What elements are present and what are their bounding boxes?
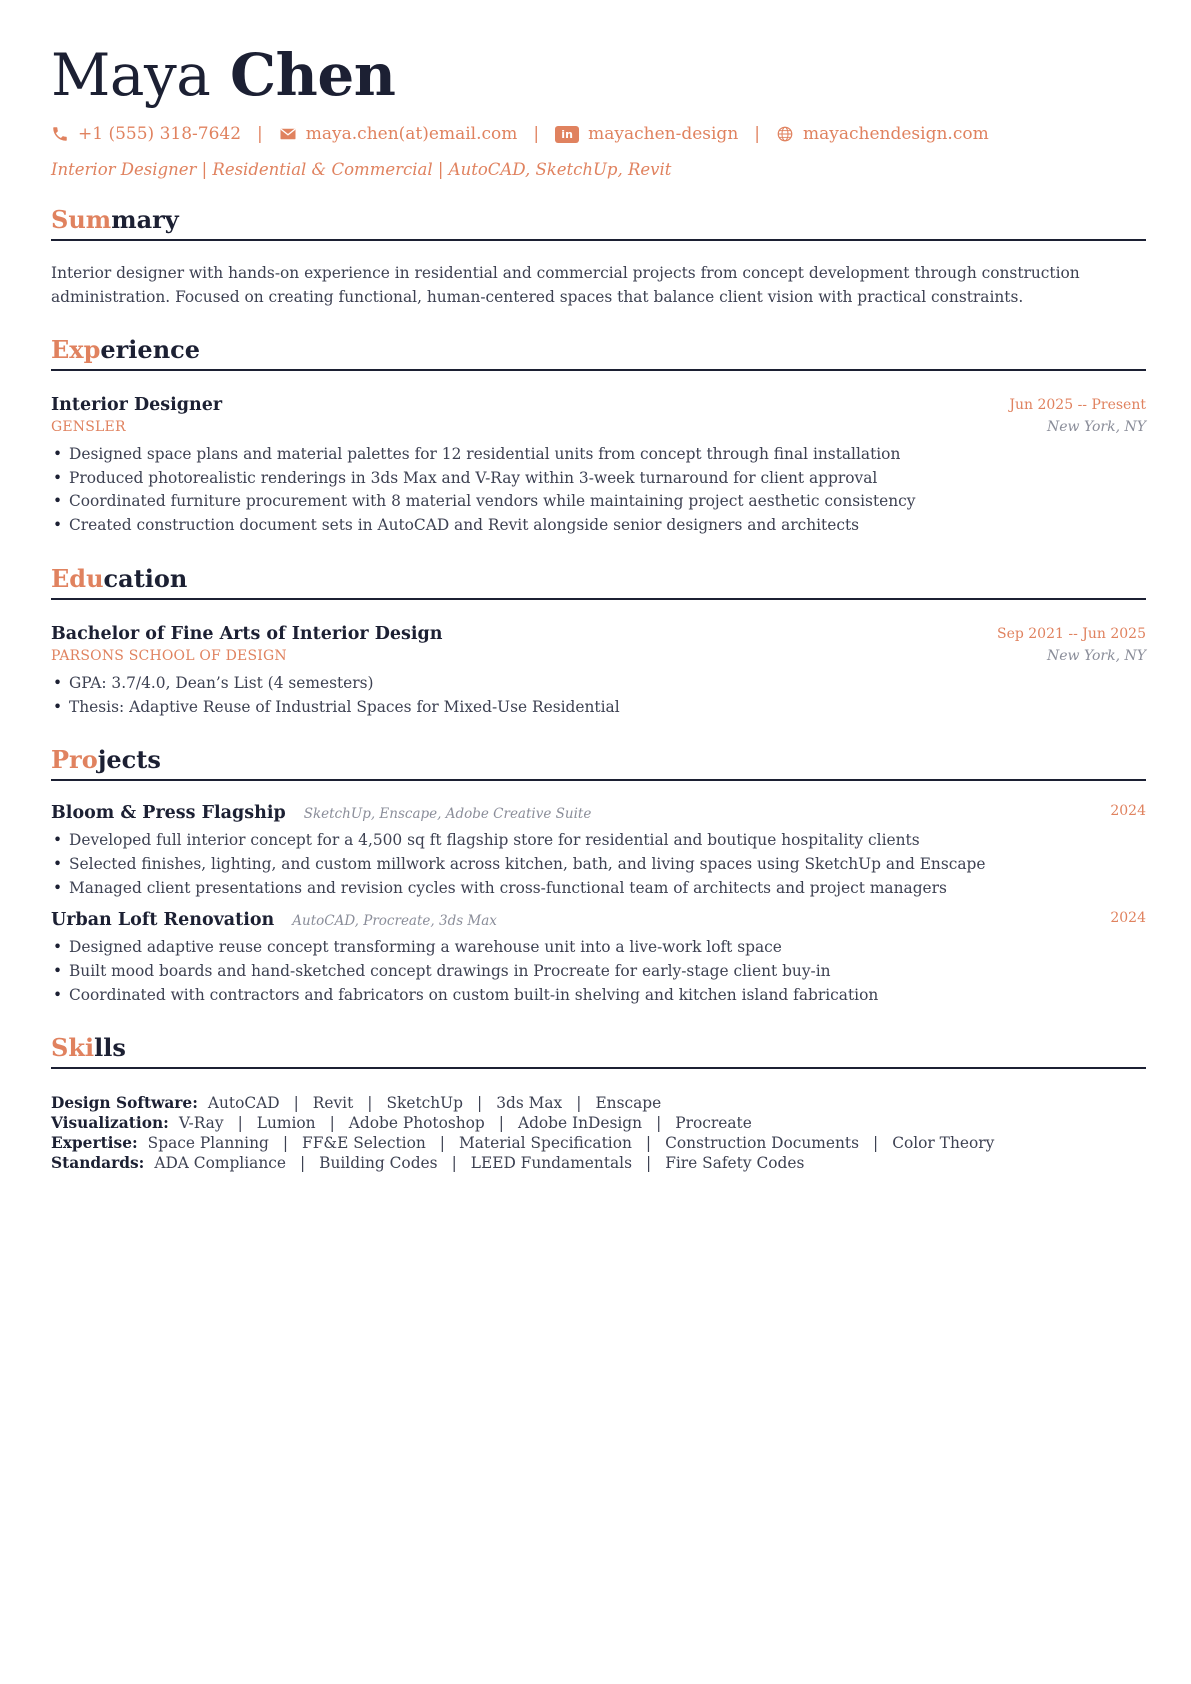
heading-rest: jects (97, 745, 161, 775)
last-name: Chen (230, 41, 396, 109)
skill-item: Fire Safety Codes (665, 1154, 805, 1173)
project-title: Bloom & Press Flagship (51, 803, 286, 824)
website-contact[interactable] (776, 124, 989, 144)
skill-item: Adobe InDesign (517, 1114, 643, 1133)
location: New York, NY (1047, 419, 1146, 435)
skill-separator: | (477, 1094, 483, 1113)
contact-bar (51, 122, 1146, 146)
skill-item: Enscape (595, 1094, 662, 1113)
project-tools: AutoCAD, Procreate, 3ds Max (292, 913, 497, 930)
project-entry (51, 801, 1146, 900)
bullet-list (51, 829, 1146, 900)
list-item: • Coordinated with contractors and fabricators on custom built-in shelving and kitchen island fabrication (51, 984, 1146, 1008)
skill-label: Standards: (51, 1154, 145, 1173)
skill-item: Revit (312, 1094, 354, 1113)
skills-section (51, 1033, 1146, 1173)
project-entry (51, 908, 1146, 1007)
summary-text: Interior designer with hands-on experience in residential and commercial projects from concept development through construction administration. Focused on creating functional, human-centered spaces that balance client vision with practical constraints. (51, 264, 1080, 306)
heading-rest: erience (100, 335, 201, 364)
location: New York, NY (1047, 647, 1146, 664)
education-section (51, 564, 1146, 719)
contact-separator: | (257, 124, 263, 144)
list-item: • GPA: 3.7/4.0, Dean’s List (4 semesters) (51, 672, 1146, 696)
projects-section (51, 745, 1146, 1007)
contact-separator: | (754, 124, 760, 144)
heading-accent: Exp (51, 335, 101, 364)
list-item: • Produced photorealistic renderings in 3ds Max and V-Ray within 3-week turnaround for client approval (51, 467, 1146, 491)
skill-item: Adobe Photoshop (348, 1114, 485, 1133)
skill-item: LEED Fundamentals (470, 1154, 632, 1173)
section-heading-experience (51, 335, 1146, 371)
skill-separator: | (329, 1114, 335, 1133)
project-title: Urban Loft Renovation (51, 910, 275, 931)
heading-rest: lls (94, 1033, 126, 1063)
skill-row (51, 1113, 1146, 1133)
date-range: Jun 2025 -- Present (1009, 397, 1146, 413)
skill-item: V-Ray (178, 1114, 224, 1133)
skill-item: Lumion (256, 1114, 316, 1133)
heading-accent: Ski (51, 1033, 95, 1063)
heading-accent: Edu (51, 563, 104, 593)
tagline: Interior Designer | Residential & Commercial | AutoCAD, SketchUp, Revit (51, 160, 672, 179)
list-item: • Thesis: Adaptive Reuse of Industrial Spaces for Mixed-Use Residential (51, 696, 1146, 720)
school: PARSONS SCHOOL OF DESIGN (51, 647, 287, 664)
skill-item: SketchUp (386, 1094, 463, 1113)
first-name: Maya (51, 41, 211, 109)
education-entry (51, 622, 1146, 719)
bullet-list (51, 936, 1146, 1007)
skill-label: Expertise: (51, 1134, 138, 1153)
skill-separator: | (451, 1154, 457, 1173)
skill-separator: | (439, 1134, 445, 1153)
heading-rest: cation (103, 563, 188, 593)
section-heading-projects (51, 745, 1146, 781)
heading-accent: Pro (51, 745, 98, 775)
list-item: • Created construction document sets in AutoCAD and Revit alongside senior designers and architects (51, 514, 1146, 538)
skill-separator: | (282, 1134, 289, 1153)
skill-label: Visualization: (51, 1114, 169, 1133)
project-header (51, 801, 1146, 825)
project-tools: SketchUp, Enscape, Adobe Creative Suite (303, 806, 592, 823)
list-item: • Selected finishes, lighting, and custom millwork across kitchen, bath, and living spaces using SketchUp and Enscape (51, 853, 1146, 877)
degree-title: Bachelor of Fine Arts of Interior Design (51, 623, 443, 644)
skill-separator: | (576, 1094, 582, 1113)
section-heading-skills (51, 1033, 1146, 1069)
linkedin-text: mayachen-design (588, 124, 739, 144)
skill-item: 3ds Max (496, 1094, 563, 1113)
bullet-list (51, 672, 1146, 719)
resume-page (51, 40, 1146, 1173)
envelope-icon (279, 125, 297, 143)
email-text: maya.chen(at)email.com (305, 124, 518, 144)
project-date: 2024 (1110, 803, 1146, 820)
skill-item: Construction Documents (665, 1134, 860, 1153)
linkedin-icon: in (555, 126, 579, 143)
candidate-name (51, 40, 1146, 110)
skill-item: Material Specification (458, 1134, 632, 1153)
skill-separator: | (645, 1134, 652, 1153)
skill-separator: | (299, 1154, 306, 1173)
bullet-list (51, 443, 1146, 538)
skill-item: AutoCAD (207, 1094, 280, 1113)
skill-separator: | (293, 1094, 299, 1113)
list-item: • Managed client presentations and revision cycles with cross-functional team of architects and project managers (51, 877, 1146, 901)
skill-item: Building Codes (319, 1154, 438, 1173)
job-title: Interior Designer (51, 395, 223, 415)
skill-separator: | (367, 1094, 373, 1113)
skill-item: ADA Compliance (154, 1154, 286, 1173)
experience-entry (51, 393, 1146, 538)
skill-item: FF&E Selection (302, 1134, 426, 1153)
skill-separator: | (237, 1114, 243, 1133)
section-heading-summary (51, 205, 1146, 241)
skill-row (51, 1153, 1146, 1173)
heading-accent: Sum (51, 205, 112, 234)
list-item: • Built mood boards and hand-sketched concept drawings in Procreate for early-stage client buy-in (51, 960, 1146, 984)
list-item: • Designed space plans and material palettes for 12 residential units from concept through final installation (51, 443, 1146, 467)
skills-list (51, 1093, 1146, 1173)
linkedin-contact[interactable] (555, 124, 738, 144)
skill-item: Space Planning (147, 1134, 269, 1153)
skill-separator: | (873, 1134, 879, 1153)
section-heading-education (51, 564, 1146, 600)
phone-text: +1 (555) 318-7642 (78, 124, 242, 144)
phone-icon (51, 125, 69, 143)
employer: GENSLER (51, 419, 126, 435)
list-item: • Designed adaptive reuse concept transforming a warehouse unit into a live-work loft space (51, 936, 1146, 960)
summary-section (51, 205, 1146, 309)
skill-row (51, 1093, 1146, 1113)
heading-rest: mary (111, 205, 179, 234)
experience-section (51, 335, 1146, 538)
phone-contact[interactable] (51, 124, 241, 144)
skill-item: Procreate (675, 1114, 752, 1133)
website-text: mayachendesign.com (803, 124, 989, 144)
list-item: • Developed full interior concept for a 4,500 sq ft flagship store for residential and boutique hospitality clients (51, 829, 1146, 853)
globe-icon (776, 125, 794, 143)
skill-separator: | (498, 1114, 504, 1133)
date-range: Sep 2021 -- Jun 2025 (996, 625, 1146, 642)
project-date: 2024 (1110, 910, 1146, 927)
skill-separator: | (656, 1114, 662, 1133)
skill-item: Color Theory (892, 1134, 995, 1153)
skill-separator: | (646, 1154, 652, 1173)
email-contact[interactable] (279, 124, 518, 144)
list-item: • Coordinated furniture procurement with 8 material vendors while maintaining project aesthetic consistency (51, 490, 1146, 514)
skill-row (51, 1133, 1146, 1153)
project-header (51, 908, 1146, 932)
skill-label: Design Software: (51, 1094, 198, 1113)
contact-separator: | (533, 124, 540, 144)
